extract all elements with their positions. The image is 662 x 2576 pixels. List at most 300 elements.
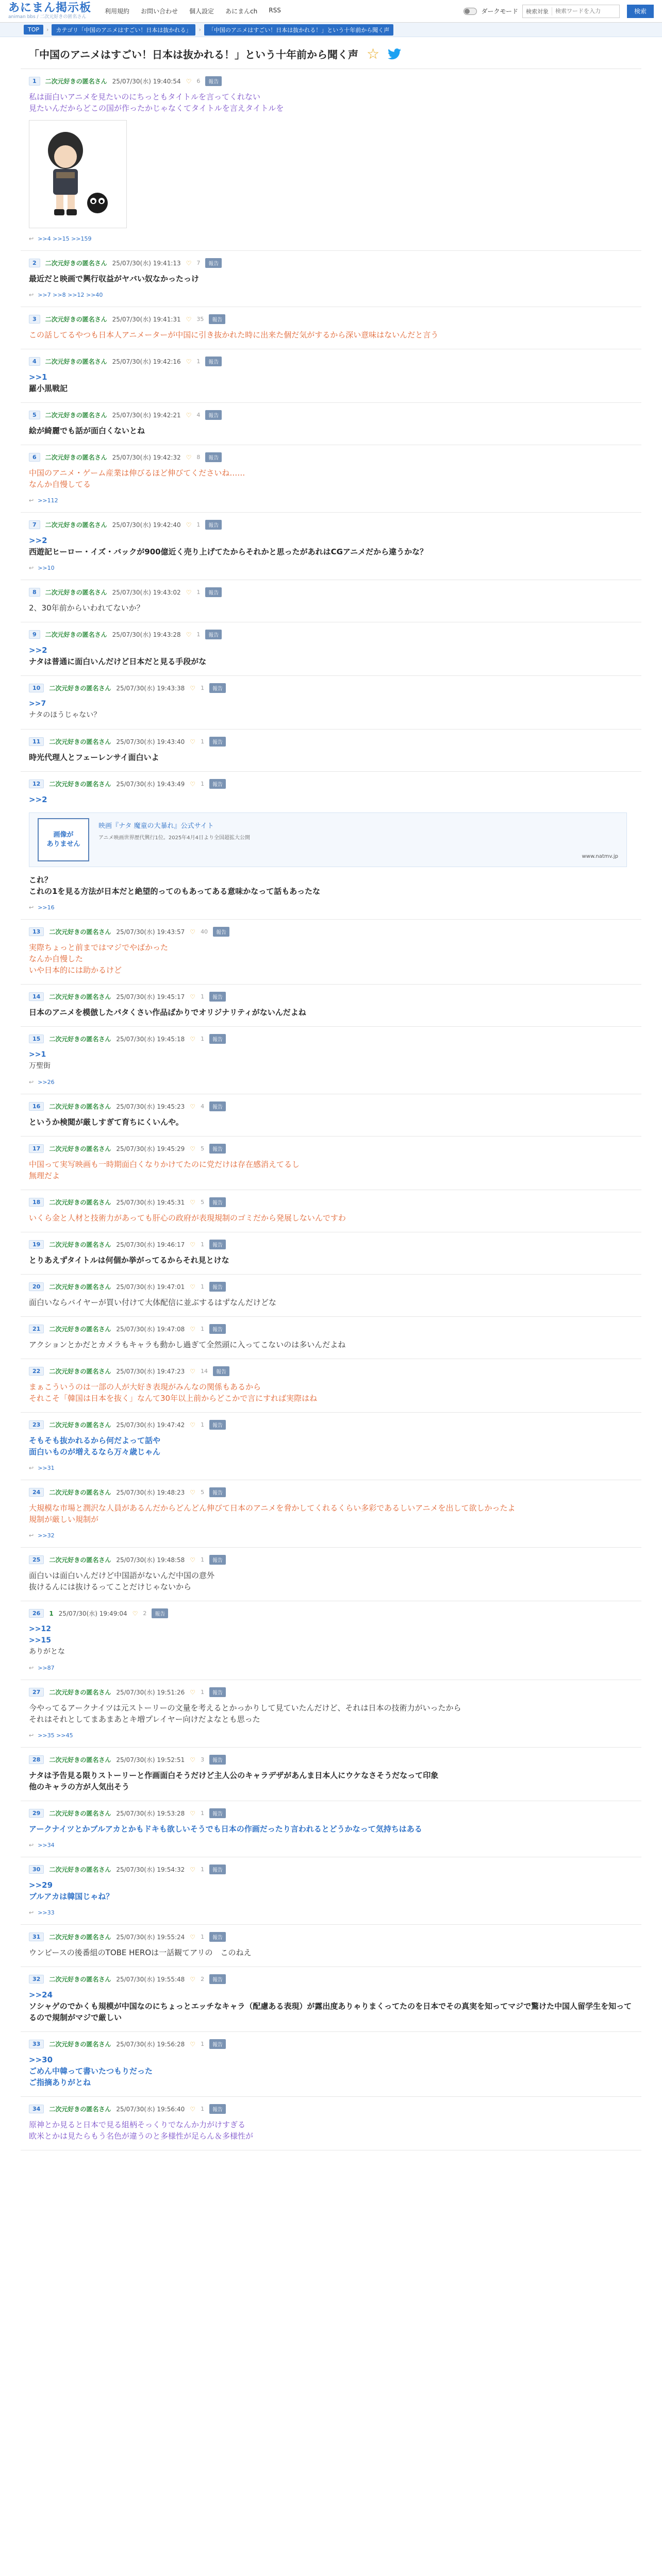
- post-number[interactable]: 29: [29, 1809, 44, 1818]
- post-34: [21, 2097, 641, 2150]
- poster-name: 二次元好きの匿名さん: [49, 1756, 111, 1764]
- like-heart-icon[interactable]: ♡: [190, 2105, 196, 2113]
- post-header: [29, 737, 633, 747]
- post-header: [29, 779, 633, 789]
- poster-name: 二次元好きの匿名さん: [49, 1199, 111, 1206]
- reply-links: [29, 1732, 633, 1739]
- post-body: [29, 1702, 633, 1725]
- post-header: [29, 1324, 633, 1334]
- post-line: ごめん中韓って書いたつもりだった: [29, 2066, 153, 2076]
- post-body: [29, 1989, 633, 2023]
- post-header: [29, 1487, 633, 1497]
- post-header: [29, 1974, 633, 1984]
- reply-anchor-list[interactable]: >>16: [38, 904, 55, 911]
- like-heart-icon[interactable]: ♡: [190, 684, 196, 692]
- post-header: [29, 683, 633, 693]
- post-body: [29, 535, 633, 557]
- logo-text: あにまん掲示板: [8, 2, 92, 14]
- post-date: 25/07/30(水) 19:56:28: [116, 2041, 185, 2048]
- anchor-link[interactable]: >>29: [29, 1880, 53, 1890]
- post-date: 25/07/30(水) 19:48:58: [116, 1556, 185, 1564]
- reply-anchor-list[interactable]: >>31: [38, 1465, 55, 1471]
- like-heart-icon[interactable]: ♡: [190, 1283, 196, 1291]
- post-header: [29, 1197, 633, 1207]
- like-count: 2: [201, 1976, 205, 1982]
- post-date: 25/07/30(水) 19:45:18: [116, 1036, 185, 1043]
- post-header: [29, 1608, 633, 1618]
- post-number[interactable]: 2: [29, 259, 40, 267]
- post-7: [21, 513, 641, 580]
- post-line: これの1を見る方法が日本だと絶望的ってのもあってある意味かなって話もあったな: [29, 887, 321, 896]
- reply-anchor-list[interactable]: >>87: [38, 1665, 55, 1671]
- report-button[interactable]: 報告: [205, 630, 222, 639]
- like-heart-icon[interactable]: ♡: [190, 738, 196, 745]
- report-button[interactable]: 報告: [209, 1144, 226, 1154]
- post-body: [29, 794, 633, 805]
- report-button[interactable]: 報告: [209, 1974, 226, 1984]
- poster-name: 二次元好きの匿名さん: [49, 2106, 111, 2113]
- post-number[interactable]: 13: [29, 927, 44, 936]
- like-count: 1: [196, 589, 201, 596]
- poster-name: 二次元好きの匿名さん: [49, 1976, 111, 1983]
- post-line: 面白いは面白いんだけど中国語がないんだ中国の意外: [29, 1571, 215, 1580]
- like-heart-icon[interactable]: ♡: [190, 1556, 196, 1564]
- like-heart-icon[interactable]: ♡: [190, 1198, 196, 1206]
- post-number[interactable]: 17: [29, 1144, 44, 1153]
- report-button[interactable]: 報告: [209, 1101, 226, 1111]
- like-heart-icon[interactable]: ♡: [190, 1688, 196, 1696]
- report-button[interactable]: 報告: [209, 314, 225, 324]
- post-number[interactable]: 30: [29, 1865, 44, 1874]
- page-title: 「中国のアニメはすごい！日本は抜かれる！」という十年前から聞く声: [29, 48, 358, 61]
- breadcrumb-separator: ›: [46, 26, 49, 33]
- post-body: [29, 1947, 633, 1958]
- report-button[interactable]: 報告: [209, 1324, 226, 1334]
- anchor-link[interactable]: >>1: [29, 1050, 46, 1059]
- post-26: [21, 1601, 641, 1680]
- post-line: 日本のアニメを模倣したパタくさい作品ばかりでオリジナリティがないんだよね: [29, 1008, 306, 1017]
- post-date: 25/07/30(水) 19:48:23: [116, 1489, 185, 1496]
- report-button[interactable]: 報告: [152, 1608, 168, 1618]
- reply-links: [29, 1909, 633, 1916]
- post-24: [21, 1480, 641, 1548]
- post-date: 25/07/30(水) 19:52:51: [116, 1756, 185, 1764]
- post-4: [21, 349, 641, 403]
- post-15: [21, 1027, 641, 1094]
- search-target-select[interactable]: 検索対象: [523, 7, 552, 15]
- nav-terms[interactable]: 利用規約: [105, 8, 130, 15]
- dark-mode-toggle[interactable]: [464, 8, 477, 15]
- post-body: [29, 91, 633, 114]
- reply-anchor-list[interactable]: >>32: [38, 1532, 55, 1539]
- post-header: [29, 520, 633, 530]
- anchor-link[interactable]: >>2: [29, 536, 47, 545]
- post-number[interactable]: 31: [29, 1933, 44, 1941]
- poster-name: 二次元好きの匿名さん: [45, 358, 107, 365]
- poster-name: 二次元好きの匿名さん: [49, 993, 111, 1001]
- like-count: 3: [201, 1756, 205, 1763]
- post-number[interactable]: 4: [29, 357, 40, 366]
- like-heart-icon[interactable]: ♡: [186, 358, 192, 365]
- post-number[interactable]: 33: [29, 2040, 44, 2048]
- post-body: [29, 1159, 633, 1181]
- site-header: [0, 0, 662, 23]
- anchor-link[interactable]: >>15: [29, 1636, 51, 1645]
- search-button[interactable]: 検索: [627, 5, 654, 18]
- like-heart-icon[interactable]: ♡: [190, 993, 196, 1001]
- post-19: [21, 1232, 641, 1275]
- post-line: それこそ「韓国は日本を抜く」なんて30年以上前からどこかで言にすれば実際はね: [29, 1394, 318, 1403]
- like-heart-icon[interactable]: ♡: [190, 1103, 196, 1110]
- search-box: [522, 5, 620, 18]
- post-number[interactable]: 9: [29, 630, 40, 639]
- like-heart-icon[interactable]: ♡: [190, 1866, 196, 1873]
- reply-links: [29, 235, 633, 242]
- post-line: 大規模な市場と潤沢な人員があるんだからどんどん伸びて日本のアニメを脅かしてくれるくらい多彩であるしいアニメを出して欲しかったよ: [29, 1503, 516, 1513]
- post-line: 面白いものが増えるなら万々歳じゃん: [29, 1447, 161, 1456]
- reply-arrow-icon: ↩: [29, 292, 34, 298]
- post-line: 今やってるアークナイツは元ストーリーの文量を考えるとかっかりして見ていたんだけど、それは日本の技術力がいったから: [29, 1703, 461, 1713]
- like-heart-icon[interactable]: ♡: [190, 1241, 196, 1248]
- reply-anchor-list[interactable]: >>35 >>45: [38, 1732, 73, 1739]
- like-count: 1: [201, 1421, 205, 1428]
- like-count: 1: [201, 1241, 205, 1248]
- report-button[interactable]: 報告: [205, 258, 222, 268]
- post-line: そもそも抜かれるから何だよって話や: [29, 1436, 161, 1445]
- report-button[interactable]: 報告: [213, 1366, 229, 1376]
- post-date: 25/07/30(水) 19:47:23: [116, 1368, 185, 1375]
- nav-rss[interactable]: RSS: [269, 7, 281, 14]
- post-body: [29, 1381, 633, 1404]
- anchor-link[interactable]: >>30: [29, 2055, 53, 2064]
- post-5: [21, 403, 641, 445]
- post-header: [29, 357, 633, 366]
- poster-name: 二次元好きの匿名さん: [49, 781, 111, 788]
- nav-contact[interactable]: お問い合わせ: [141, 8, 178, 15]
- post-13: [21, 920, 641, 985]
- like-heart-icon[interactable]: ♡: [190, 780, 196, 788]
- post-body: [29, 1770, 633, 1792]
- post-line: 2、30年前からいわれてないか？: [29, 603, 144, 613]
- like-heart-icon[interactable]: ♡: [190, 1975, 196, 1983]
- poster-name: 二次元好きの匿名さん: [49, 928, 111, 936]
- like-count: 1: [201, 781, 205, 787]
- anchor-link[interactable]: >>2: [29, 646, 47, 655]
- link-preview-card[interactable]: [29, 812, 627, 867]
- report-button[interactable]: 報告: [209, 2039, 226, 2049]
- post-line: アクションとかだとカメラもキャラも動かし過ぎて全然頭に入ってこないのは多いんだよね: [29, 1340, 346, 1349]
- report-button[interactable]: 報告: [209, 779, 226, 789]
- post-date: 25/07/30(水) 19:49:04: [58, 1610, 127, 1617]
- post-date: 25/07/30(水) 19:41:13: [112, 260, 181, 267]
- post-line: それはそれとしてまあまあとキ増プレイヤー向けだよなとも思った: [29, 1715, 260, 1724]
- post-header: [29, 2104, 633, 2114]
- post-date: 25/07/30(水) 19:40:54: [112, 78, 181, 85]
- poster-name: 二次元好きの匿名さん: [49, 1689, 111, 1696]
- breadcrumb-separator: ›: [198, 26, 201, 33]
- post-number[interactable]: 23: [29, 1420, 44, 1429]
- report-button[interactable]: 報告: [205, 410, 222, 420]
- report-button[interactable]: 報告: [209, 2104, 226, 2114]
- no-image-placeholder: 画像が ありません: [38, 818, 89, 861]
- post-date: 25/07/30(水) 19:42:32: [112, 454, 181, 461]
- like-count: 1: [196, 521, 201, 528]
- like-heart-icon[interactable]: ♡: [190, 2040, 196, 2048]
- post-number[interactable]: 19: [29, 1240, 44, 1249]
- post-line: というか検閲が厳しすぎて育ちにくいんや。: [29, 1117, 184, 1127]
- post-date: 25/07/30(水) 19:45:31: [116, 1199, 185, 1206]
- post-14: [21, 985, 641, 1027]
- reply-arrow-icon: ↩: [29, 1665, 34, 1671]
- post-line: とりあえずタイトルは何個か挙がってるからそれ見とけな: [29, 1256, 229, 1265]
- link-preview-url: www.natmv.jp: [582, 854, 618, 859]
- reply-links: [29, 1532, 633, 1539]
- attached-image[interactable]: [29, 120, 127, 228]
- post-date: 25/07/30(水) 19:43:57: [116, 928, 185, 936]
- breadcrumb-top[interactable]: TOP: [24, 25, 43, 35]
- logo-subtext: animan bbs / 二次元好きの匿名さん: [8, 14, 87, 20]
- post-line: 中国って実写映画も一時期面白くなりかけてたのに党だけは存在感消えてるし: [29, 1160, 300, 1169]
- post-number[interactable]: 12: [29, 779, 44, 788]
- like-heart-icon[interactable]: ♡: [190, 1488, 196, 1496]
- poster-name: 二次元好きの匿名さん: [49, 738, 111, 745]
- report-button[interactable]: 報告: [209, 1932, 226, 1942]
- post-line: ナタは普通に面白いんだけど日本だと見る手段がな: [29, 657, 207, 666]
- post-number[interactable]: 32: [29, 1975, 44, 1984]
- post-line: これ？: [29, 875, 53, 885]
- post-date: 25/07/30(水) 19:42:21: [112, 412, 181, 419]
- report-button[interactable]: 報告: [209, 1034, 226, 1044]
- post-16: [21, 1094, 641, 1137]
- report-button[interactable]: 報告: [205, 587, 222, 597]
- like-heart-icon[interactable]: ♡: [190, 1145, 196, 1153]
- poster-name: 二次元好きの匿名さん: [45, 316, 107, 323]
- link-preview-description: アニメ映画世界歴代興行1位。2025年4月4日より全国超拡大公開: [98, 835, 251, 841]
- post-header: [29, 630, 633, 639]
- post-line: ソシャゲのでかくも規模が中国なのにちょっとエッチなキャラ（配慮ある表現）が露出度ありゃりまくってたのを日本でその真実を知ってマジで驚けた中国人留学生を知ってるので規制がマジで厳しい: [29, 2002, 632, 2022]
- like-heart-icon[interactable]: ♡: [186, 259, 192, 267]
- post-number[interactable]: 27: [29, 1688, 44, 1697]
- like-heart-icon[interactable]: ♡: [190, 1756, 196, 1764]
- post-header: [29, 1034, 633, 1044]
- report-button[interactable]: 報告: [209, 1240, 226, 1249]
- poster-name: 二次元好きの匿名さん: [49, 1145, 111, 1153]
- report-button[interactable]: 報告: [209, 1282, 226, 1292]
- like-count: 35: [196, 316, 204, 323]
- post-line: 万聖街: [29, 1062, 51, 1070]
- post-number[interactable]: 10: [29, 684, 44, 692]
- post-number[interactable]: 18: [29, 1198, 44, 1207]
- post-body: [29, 645, 633, 667]
- post-body: [29, 1297, 633, 1308]
- post-header: [29, 258, 633, 268]
- like-heart-icon[interactable]: ♡: [186, 631, 192, 638]
- post-body: [29, 1339, 633, 1350]
- like-count: 1: [201, 1326, 205, 1332]
- nav-animanch[interactable]: あにまんch: [225, 8, 258, 15]
- report-button[interactable]: 報告: [209, 1755, 226, 1765]
- report-button[interactable]: 報告: [209, 1808, 226, 1818]
- report-button[interactable]: 報告: [209, 1487, 226, 1497]
- post-number[interactable]: 15: [29, 1035, 44, 1043]
- post-date: 25/07/30(水) 19:56:40: [116, 2106, 185, 2113]
- post-date: 25/07/30(水) 19:53:28: [116, 1810, 185, 1817]
- report-button[interactable]: 報告: [209, 1865, 226, 1874]
- like-heart-icon[interactable]: ♡: [190, 1421, 196, 1429]
- report-button[interactable]: 報告: [213, 927, 229, 937]
- like-count: 5: [201, 1199, 205, 1206]
- post-body: [29, 1823, 633, 1835]
- like-heart-icon[interactable]: ♡: [190, 1809, 196, 1817]
- site-logo[interactable]: [8, 3, 91, 20]
- post-line: 私は面白いアニメを見たいのにちっともタイトルを言ってくれない: [29, 92, 260, 101]
- report-button[interactable]: 報告: [205, 452, 222, 462]
- report-button[interactable]: 報告: [209, 1197, 226, 1207]
- favorite-star-icon[interactable]: ☆: [367, 45, 380, 62]
- poster-name: 二次元好きの匿名さん: [49, 1326, 111, 1333]
- post-number[interactable]: 14: [29, 992, 44, 1001]
- post-line: ありがとな: [29, 1648, 65, 1656]
- post-header: [29, 452, 633, 462]
- like-count: 8: [196, 454, 201, 461]
- like-heart-icon[interactable]: ♡: [186, 453, 192, 461]
- post-body: [29, 1255, 633, 1266]
- post-header: [29, 1865, 633, 1874]
- post-body: [29, 371, 633, 394]
- twitter-share-icon[interactable]: [388, 48, 401, 60]
- like-count: 1: [201, 1689, 205, 1696]
- like-heart-icon[interactable]: ♡: [186, 77, 192, 85]
- post-date: 25/07/30(水) 19:42:16: [112, 358, 181, 365]
- search-input[interactable]: [552, 6, 619, 17]
- report-button[interactable]: 報告: [205, 520, 222, 530]
- reply-anchor-list[interactable]: >>34: [38, 1842, 55, 1849]
- post-header: [29, 992, 633, 1002]
- post-28: [21, 1748, 641, 1801]
- post-date: 25/07/30(水) 19:41:31: [112, 316, 181, 323]
- post-line: 羅小黒戦記: [29, 384, 68, 393]
- post-date: 25/07/30(水) 19:55:48: [116, 1976, 185, 1983]
- like-count: 40: [201, 928, 208, 935]
- anchor-link[interactable]: >>24: [29, 1990, 53, 1999]
- post-number[interactable]: 8: [29, 588, 40, 597]
- post-9: [21, 622, 641, 676]
- report-button[interactable]: 報告: [209, 1420, 226, 1430]
- report-button[interactable]: 報告: [209, 992, 226, 1002]
- post-date: 25/07/30(水) 19:45:17: [116, 993, 185, 1001]
- poster-name: 二次元好きの匿名さん: [49, 1866, 111, 1873]
- post-line: この話してるやつも日本人アニメーターが中国に引き抜かれた時に出来た個だ気がするから深い意味はないんだと言う: [29, 330, 439, 340]
- reply-links: [29, 1842, 633, 1849]
- post-line: 欧米とかは見たらもう名色が違うのと多様性が足らん＆多様性が: [29, 2131, 254, 2141]
- post-number[interactable]: 5: [29, 411, 40, 419]
- post-body: [29, 2054, 633, 2088]
- reply-anchor-list[interactable]: >>4 >>15 >>159: [38, 235, 92, 242]
- report-button[interactable]: 報告: [209, 737, 226, 747]
- post-number[interactable]: 3: [29, 315, 40, 324]
- like-heart-icon[interactable]: ♡: [190, 1933, 196, 1941]
- link-preview-title[interactable]: 映画『ナタ 魔童の大暴れ』公式サイト: [98, 822, 214, 830]
- post-33: [21, 2032, 641, 2097]
- post-header: [29, 1420, 633, 1430]
- breadcrumb-thread[interactable]: 「中国のアニメはすごい！日本は抜かれる！」という十年前から聞く声: [204, 24, 393, 36]
- like-count: 1: [196, 631, 201, 638]
- post-line: 抜けるんには抜けるってことだけじゃないから: [29, 1582, 192, 1591]
- post-number[interactable]: 22: [29, 1367, 44, 1376]
- poster-name: 二次元好きの匿名さん: [45, 412, 107, 419]
- like-heart-icon[interactable]: ♡: [190, 1035, 196, 1043]
- post-number[interactable]: 34: [29, 2105, 44, 2113]
- post-line: 西遊記ヒーロー・イズ・バックが900億近く売り上げてたからそれかと思ったがあれはCGアニメだから違うかな？: [29, 547, 428, 556]
- report-button[interactable]: 報告: [209, 1687, 226, 1697]
- post-date: 25/07/30(水) 19:43:28: [112, 631, 181, 638]
- nav-settings[interactable]: 個人設定: [189, 8, 214, 15]
- post-number[interactable]: 25: [29, 1555, 44, 1564]
- anchor-link[interactable]: >>12: [29, 1625, 51, 1633]
- like-heart-icon[interactable]: ♡: [186, 411, 192, 419]
- poster-name: 二次元好きの匿名さん: [49, 2041, 111, 2048]
- post-number[interactable]: 24: [29, 1488, 44, 1497]
- post-line: いや日本的には助かるけど: [29, 965, 122, 975]
- report-button[interactable]: 報告: [209, 683, 226, 693]
- post-27: [21, 1680, 641, 1748]
- post-number[interactable]: 16: [29, 1102, 44, 1111]
- post-date: 25/07/30(水) 19:43:02: [112, 589, 181, 596]
- post-line: アークナイツとかブルアカとかもドキも欲しいそうでも日本の作画だったり言われるとどうかなって気持ちはある: [29, 1824, 422, 1834]
- breadcrumb-category[interactable]: カテゴリ「中国のアニメはすごい！日本は抜かれる」: [52, 24, 195, 36]
- post-number[interactable]: 1: [29, 77, 40, 86]
- reply-anchor-list[interactable]: >>112: [38, 497, 58, 504]
- reply-anchor-list[interactable]: >>7 >>8 >>12 >>40: [38, 292, 103, 298]
- post-number[interactable]: 6: [29, 453, 40, 462]
- post-number[interactable]: 20: [29, 1282, 44, 1291]
- like-heart-icon[interactable]: ♡: [186, 315, 192, 323]
- poster-name: 二次元好きの匿名さん: [49, 1283, 111, 1291]
- report-button[interactable]: 報告: [209, 1555, 226, 1565]
- report-button[interactable]: 報告: [205, 76, 222, 86]
- post-header: [29, 1932, 633, 1942]
- like-heart-icon[interactable]: ♡: [186, 588, 192, 596]
- post-body: [29, 1116, 633, 1128]
- post-17: [21, 1137, 641, 1190]
- reply-anchor-list[interactable]: >>10: [38, 565, 55, 571]
- like-heart-icon[interactable]: ♡: [190, 1367, 196, 1375]
- like-heart-icon[interactable]: ♡: [132, 1609, 138, 1617]
- like-count: 1: [201, 1556, 205, 1563]
- post-body: [29, 1502, 633, 1525]
- reply-anchor-list[interactable]: >>26: [38, 1079, 55, 1086]
- post-date: 25/07/30(水) 19:45:29: [116, 1145, 185, 1153]
- anchor-link[interactable]: >>7: [29, 700, 46, 708]
- reply-arrow-icon: ↩: [29, 497, 34, 504]
- anchor-link[interactable]: >>2: [29, 795, 47, 804]
- anchor-link[interactable]: >>1: [29, 372, 47, 382]
- reply-anchor-list[interactable]: >>33: [38, 1909, 55, 1916]
- post-11: [21, 730, 641, 772]
- post-number[interactable]: 21: [29, 1325, 44, 1333]
- post-number[interactable]: 11: [29, 737, 44, 746]
- post-header: [29, 1808, 633, 1818]
- like-heart-icon[interactable]: ♡: [186, 521, 192, 529]
- post-number[interactable]: 28: [29, 1755, 44, 1764]
- like-heart-icon[interactable]: ♡: [190, 1325, 196, 1333]
- post-line: ナタのほうじゃない？: [29, 711, 101, 719]
- report-button[interactable]: 報告: [205, 357, 222, 366]
- like-heart-icon[interactable]: ♡: [190, 928, 196, 936]
- post-number[interactable]: 26: [29, 1609, 44, 1618]
- post-number[interactable]: 7: [29, 520, 40, 529]
- like-count: 1: [201, 2106, 205, 2112]
